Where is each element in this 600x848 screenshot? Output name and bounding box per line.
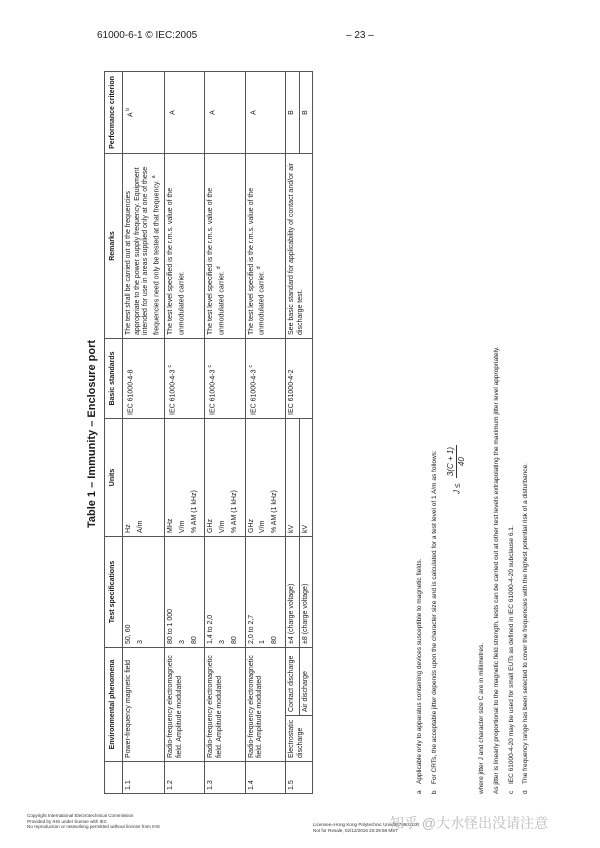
unit-value: V/m: [259, 520, 267, 533]
page-header-standard: 61000-6-1 © IEC:2005: [97, 30, 198, 41]
copyright-footer: Copyright International Electrotechnical Commission Provided by IHS under license with IEC No reproduction or networking permitted without license from IHS: [27, 813, 160, 830]
spec-value: 80: [271, 636, 279, 644]
esd-air-criterion: B: [299, 71, 313, 153]
units: [245, 418, 285, 536]
esd-contact-label: Contact discharge: [285, 647, 299, 715]
col-header-remarks: Remarks: [105, 153, 123, 338]
footnote-d: dThe frequency range has been selected to cover the frequencies with the highest potential risk of a disturbance.: [522, 463, 530, 794]
table-header-row: [105, 71, 123, 793]
footnote-letter: c: [507, 790, 515, 794]
spec-value: 80: [190, 636, 198, 644]
col-header-phenomena: Environmental phenomena: [105, 647, 123, 761]
esd-phenomenon-label: Electrostatic discharge: [285, 716, 313, 762]
esd-contact-criterion: B: [285, 71, 299, 153]
formula-lhs: J ≤: [451, 483, 461, 494]
performance-criterion: A: [205, 71, 245, 153]
footnote-b: bFor CRTs, the acceptable jitter depends upon the character size and is calculated for a test level of 1 A/m as follows:: [430, 450, 438, 794]
performance-criterion: A $^b$: [122, 71, 164, 153]
col-header-units: Units: [105, 418, 123, 536]
formula-numerator: 3(C + 1): [446, 445, 458, 478]
spec-value: 3: [178, 640, 186, 644]
row-number: 1.3: [205, 762, 245, 794]
test-specification: [165, 536, 205, 647]
units: [122, 418, 164, 536]
row-number: 1.2: [165, 762, 205, 794]
spec-value: 1: [259, 640, 267, 644]
spec-value: 3: [219, 640, 227, 644]
row-number: 1.1: [122, 762, 164, 794]
footnote-letter: a: [416, 790, 423, 794]
basic-standard: IEC 61000-4-3 $^c$: [165, 338, 205, 418]
table-row: [165, 71, 205, 793]
remarks: The test level specified is the r.m.s. value of the unmodulated carrier.: [165, 153, 205, 338]
esd-contact-spec: ±4 (charge voltage): [285, 536, 299, 647]
row-number: 1.4: [245, 762, 285, 794]
spec-value: 3: [136, 640, 144, 644]
unit-value: A/m: [136, 520, 144, 533]
licensee-footer: Licensee=Hong Kong Polytechnic Univ/9976803100 Not for Resale, 02/12/2016 20:29:58 MST: [313, 822, 420, 833]
remarks: The test level specified is the r.m.s. value of the unmodulated carrier. $^d$: [245, 153, 285, 338]
basic-standard: IEC 61000-4-3 $^c$: [245, 338, 285, 418]
table-caption: Table 1 – Immunity – Enclosure port: [86, 339, 98, 529]
rotated-table-page: [86, 70, 530, 798]
col-header-standards: Basic standards: [105, 338, 123, 418]
footnote-letter: d: [522, 790, 530, 794]
basic-standard: IEC 61000-4-3 $^c$: [205, 338, 245, 418]
unit-value: GHz: [247, 518, 255, 533]
performance-criterion: A: [165, 71, 205, 153]
esd-air-spec: ±8 (charge voltage): [299, 536, 313, 647]
formula-fraction: [446, 445, 469, 478]
units: [205, 418, 245, 536]
col-header-specs: Test specifications: [105, 536, 123, 647]
unit-value: GHz: [207, 518, 215, 533]
watermark: 知乎 @大水怪出没请注意: [390, 815, 549, 831]
table-row: [245, 71, 285, 793]
spec-value: 1,4 to 2,0: [207, 614, 215, 644]
esd-standard: IEC 61000-4-2: [285, 338, 313, 418]
footnote-c: cIEC 61000-4-20 may be used for small EUTs as defined in IEC 61000-4-20 subclause 6.1.: [507, 525, 515, 794]
esd-air-label: Air discharge: [299, 647, 313, 715]
remarks: The test level specified is the r.m.s. value of the unmodulated carrier. $^d$: [205, 153, 245, 338]
col-header-criterion: Performance criterion: [105, 71, 123, 153]
immunity-table: [104, 71, 313, 794]
table-row-esd-contact: [285, 71, 299, 793]
spec-value: 80 to 1 000: [167, 608, 175, 644]
unit-value: Hz: [124, 524, 132, 533]
spec-value: 2,0 to 2,7: [247, 614, 255, 644]
esd-contact-unit: kV: [285, 418, 299, 536]
units: [165, 418, 205, 536]
remarks: The test shall be carried out at the frequencies appropriate to the power supply frequency. Equipment intended for use in areas supplied only at one of these frequencies need only be tested at that frequency. $^a$: [122, 153, 164, 338]
jitter-formula: [446, 72, 469, 494]
phenomenon: Radio-frequency electromagnetic field. Amplitude modulated: [205, 647, 245, 761]
unit-value: % AM (1 kHz): [190, 490, 198, 533]
test-specification: [205, 536, 245, 647]
table-row: [122, 71, 164, 793]
footnote-letter: b: [430, 790, 438, 794]
unit-value: % AM (1 kHz): [230, 490, 238, 533]
esd-remarks: See basic standard for applicability of contact and/or air discharge test.: [285, 153, 313, 338]
test-specification: [122, 536, 164, 647]
test-specification: [245, 536, 285, 647]
table-footnotes: [416, 72, 537, 794]
footnote-where: where jitter J and character size C are in millimetres.: [478, 643, 486, 794]
col-header-num: [105, 762, 123, 794]
phenomenon: Power-frequency magnetic field: [122, 647, 164, 761]
unit-value: MHz: [167, 518, 175, 533]
page-number: – 23 –: [346, 30, 374, 41]
phenomenon: Radio-frequency electromagnetic field. Amplitude modulated: [245, 647, 285, 761]
row-number: 1.5: [285, 762, 313, 794]
footnote-a: aApplicable only to apparatus containing devices susceptible to magnetic fields.: [416, 558, 423, 794]
esd-air-unit: kV: [299, 418, 313, 536]
unit-value: V/m: [219, 520, 227, 533]
spec-value: 80: [230, 636, 238, 644]
spec-value: 50, 60: [124, 624, 132, 644]
basic-standard: IEC 61000-4-8: [122, 338, 164, 418]
performance-criterion: A: [245, 71, 285, 153]
unit-value: % AM (1 kHz): [271, 490, 279, 533]
footnote-jitter: As jitter is linearly proportional to the magnetic field strength, tests can be carried out at other test levels extrapolating the maximum jitter level appropriately.: [492, 346, 500, 794]
phenomenon: Radio-frequency electromagnetic field. Amplitude modulated: [165, 647, 205, 761]
unit-value: V/m: [178, 520, 186, 533]
formula-denominator: 40: [457, 457, 467, 467]
table-row: [205, 71, 245, 793]
